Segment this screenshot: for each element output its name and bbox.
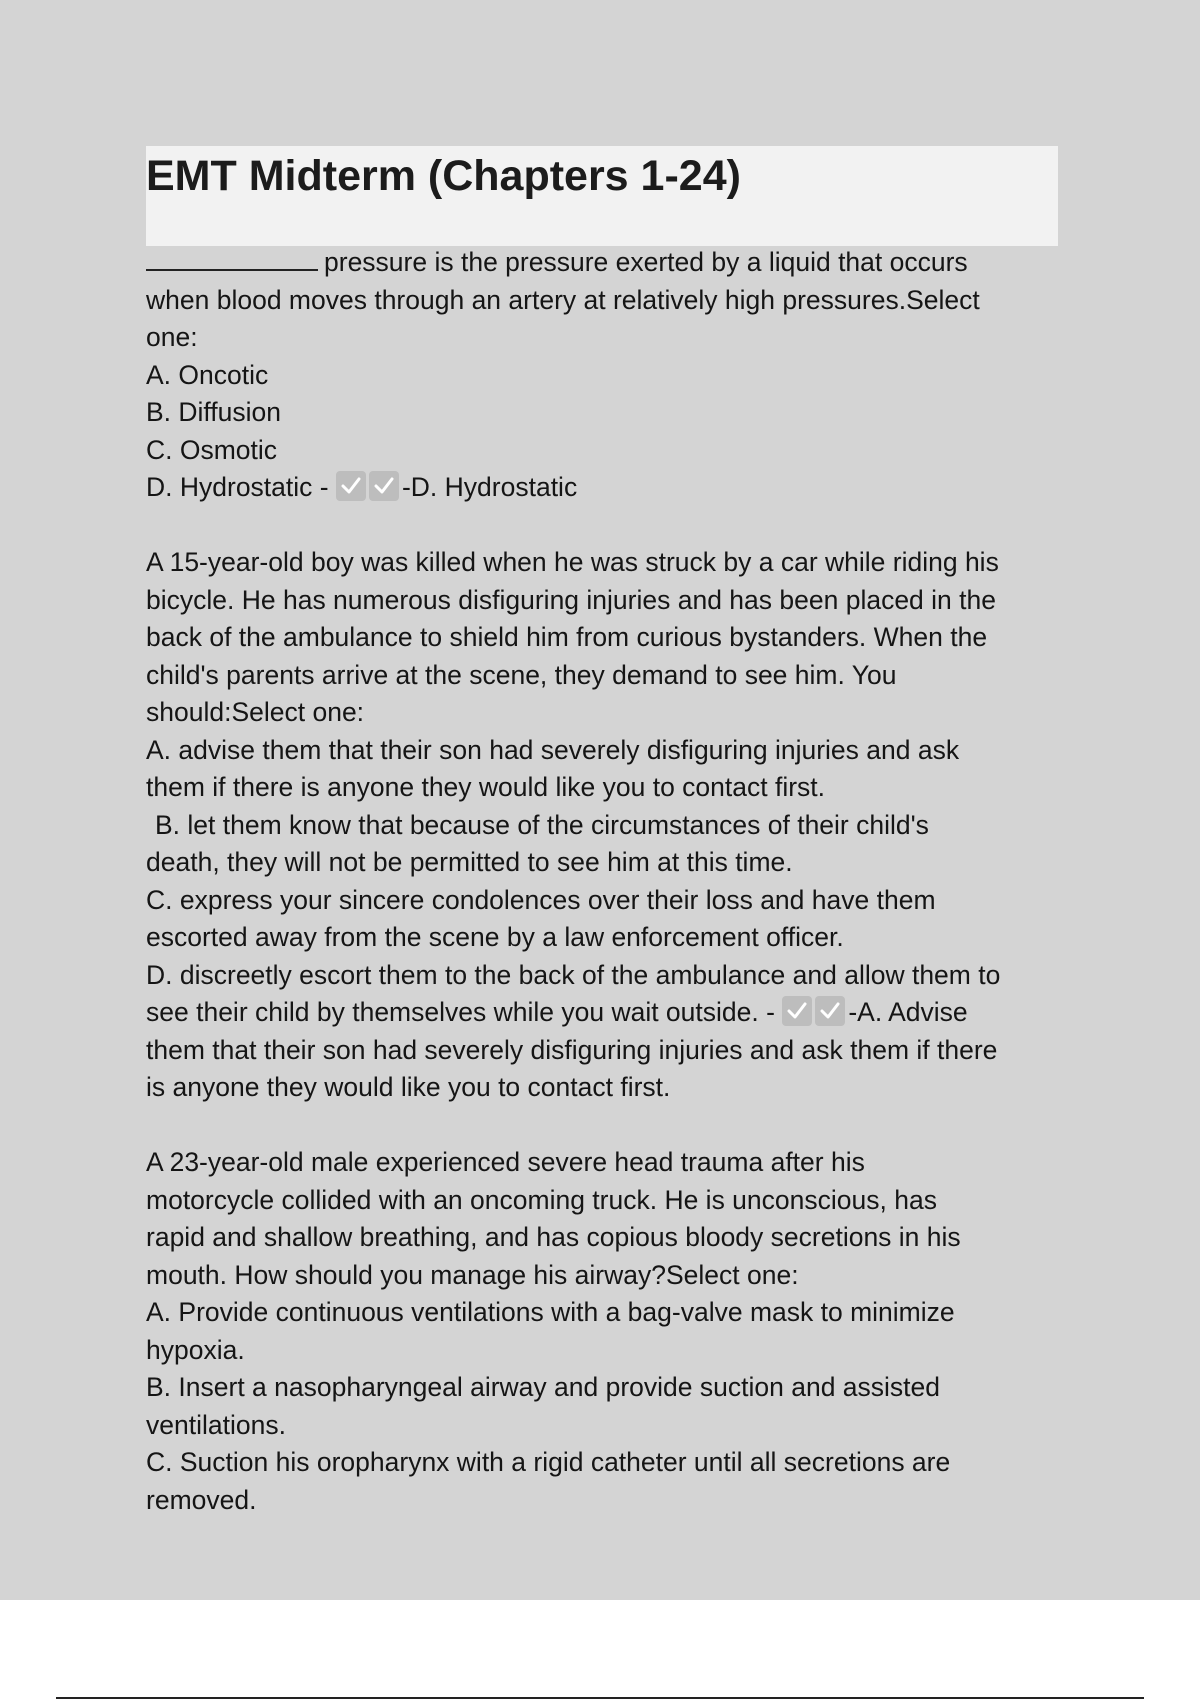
correct-answer: them that their son had severely disfiguring injuries and ask them if there — [146, 1034, 998, 1065]
question-list — [146, 244, 1076, 1557]
answer-option: B. Insert a nasopharyngeal airway and provide suction and assisted — [146, 1372, 941, 1402]
question-line: when blood moves through an artery at relatively high pressures.Select — [146, 284, 980, 315]
footer-divider — [56, 1697, 1144, 1699]
checkmark-icon — [815, 996, 845, 1026]
question-line: child's parents arrive at the scene, they demand to see him. You — [146, 659, 897, 690]
answer-option: C. express your sincere condolences over their loss and have them — [146, 884, 936, 915]
answer-option: C. Osmotic — [146, 434, 278, 465]
question-line: back of the ambulance to shield him from curious bystanders. When the — [146, 622, 988, 652]
question-3 — [146, 1144, 1076, 1519]
checkmark-icon — [336, 471, 366, 501]
correct-answer: -A. Advise — [848, 997, 968, 1027]
answer-line — [146, 994, 1076, 1032]
page-title: EMT Midterm (Chapters 1-24) — [146, 152, 741, 200]
answer-option: hypoxia. — [146, 1334, 245, 1365]
answer-option: death, they will not be permitted to see him at this time. — [146, 847, 793, 877]
question-line: motorcycle collided with an oncoming truck. He is unconscious, has — [146, 1184, 937, 1215]
answer-option: them if there is anyone they would like you to contact first. — [146, 772, 826, 802]
answer-option: A. Provide continuous ventilations with a bag-valve mask to minimize — [146, 1297, 955, 1327]
answer-line — [146, 469, 1076, 507]
question-line: one: — [146, 322, 198, 352]
answer-option: B. let them know that because of the circumstances of their child's — [155, 809, 929, 840]
question-1 — [146, 244, 1076, 507]
question-line: rapid and shallow breathing, and has copious bloody secretions in his — [146, 1222, 961, 1252]
question-line — [146, 244, 1076, 282]
question-2 — [146, 544, 1076, 1107]
answer-option: A. advise them that their son had severely disfiguring injuries and ask — [146, 734, 960, 765]
answer-option: C. Suction his oropharynx with a rigid catheter until all secretions are — [146, 1447, 951, 1477]
question-line: should:Select one: — [146, 697, 365, 727]
answer-option: D. discreetly escort them to the back of the ambulance and allow them to — [146, 959, 1001, 990]
title-banner — [146, 146, 1058, 246]
correct-answer: -D. Hydrostatic — [401, 472, 578, 502]
answer-option: escorted away from the scene by a law enforcement officer. — [146, 922, 844, 952]
question-line: bicycle. He has numerous disfiguring injuries and has been placed in the — [146, 584, 996, 615]
question-line: A 23-year-old male experienced severe head trauma after his — [146, 1147, 865, 1177]
answer-option: D. Hydrostatic - — [146, 472, 329, 502]
answer-option: see their child by themselves while you wait outside. - — [146, 997, 775, 1027]
fill-in-blank — [146, 245, 318, 271]
answer-option: removed. — [146, 1484, 257, 1515]
question-text: pressure is the pressure exerted by a liquid that occurs — [324, 247, 968, 277]
answer-option: ventilations. — [146, 1409, 286, 1440]
answer-option: A. Oncotic — [146, 359, 269, 390]
question-line: mouth. How should you manage his airway?Select one: — [146, 1259, 799, 1290]
correct-answer: is anyone they would like you to contact first. — [146, 1072, 671, 1102]
checkmark-icon — [782, 996, 812, 1026]
question-line: A 15-year-old boy was killed when he was struck by a car while riding his — [146, 547, 999, 577]
checkmark-icon — [369, 471, 399, 501]
answer-option: B. Diffusion — [146, 397, 282, 427]
